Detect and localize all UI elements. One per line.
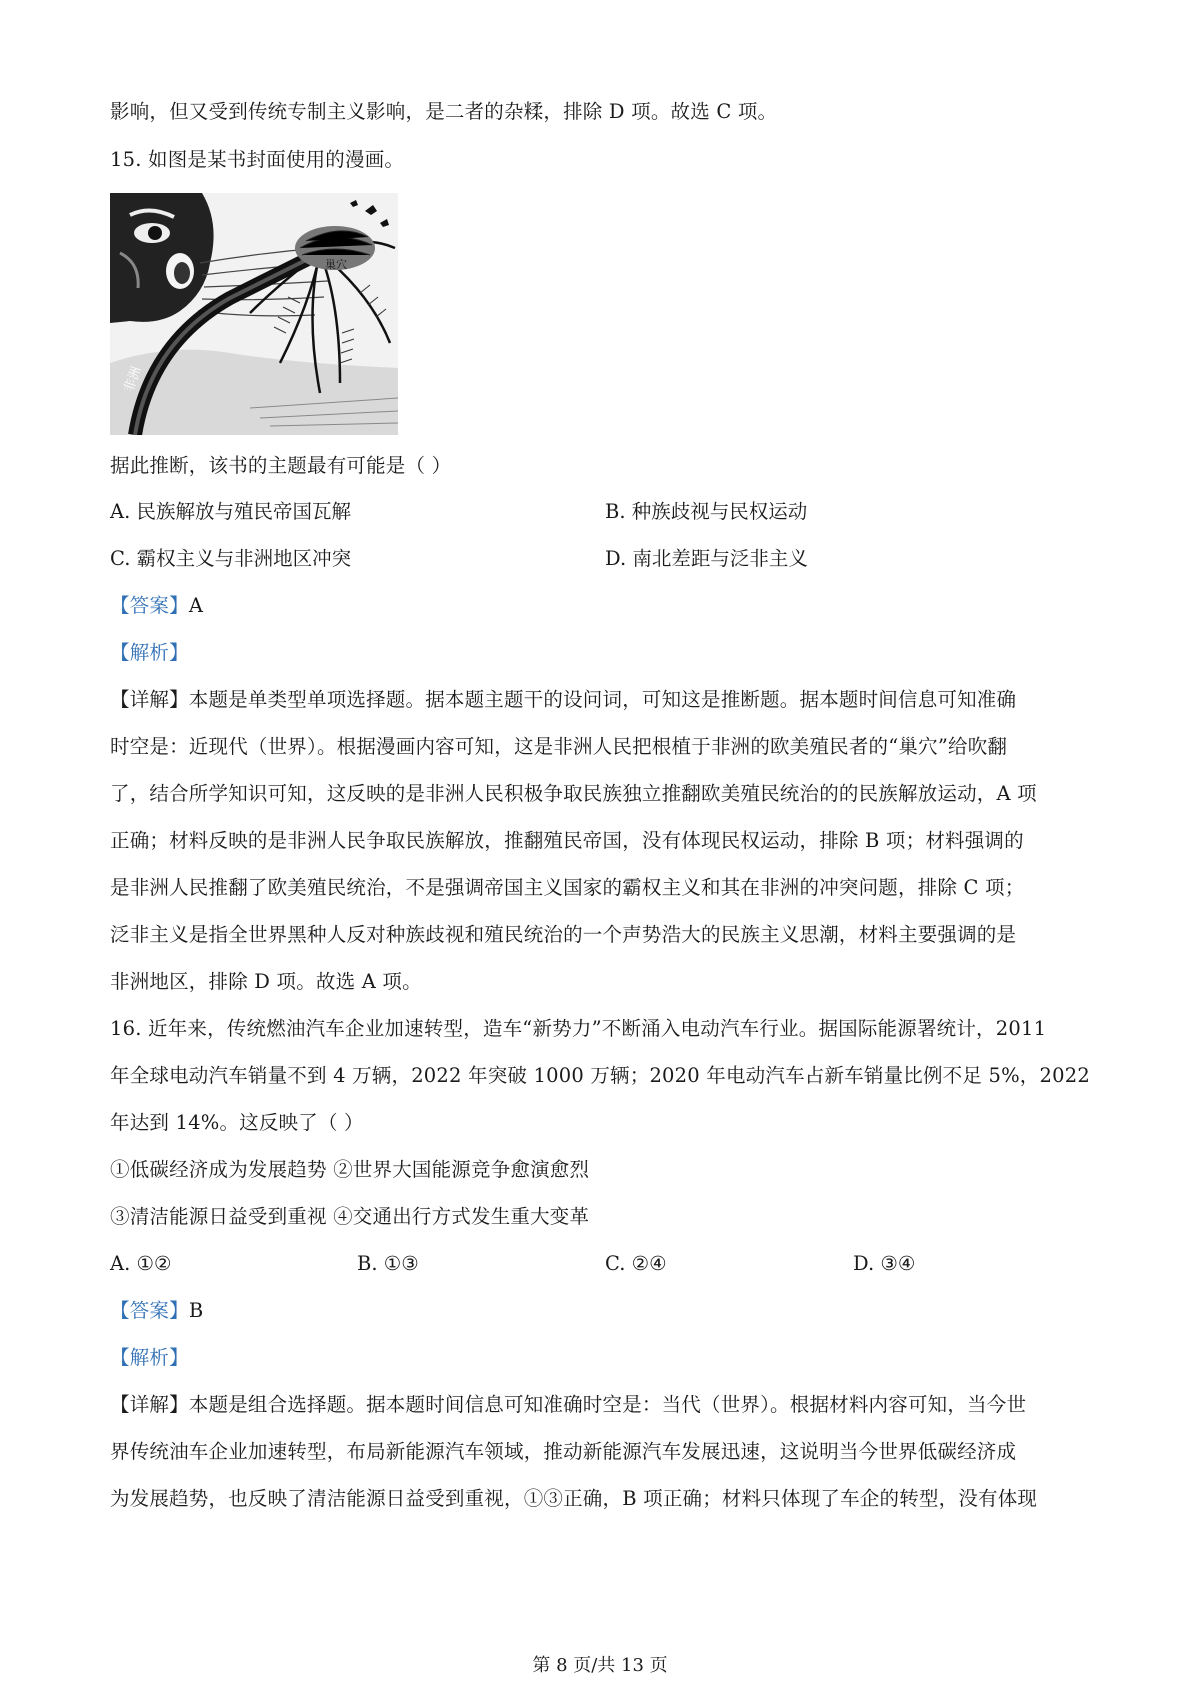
q15-detail-line: 时空是：近现代（世界）。根据漫画内容可知，这是非洲人民把根植于非洲的欧美殖民者的“巢穴”给吹翻 [110,735,1008,758]
q15-stem: 15. 如图是某书封面使用的漫画。 [110,148,405,171]
q16-option-d: D. ③④ [853,1252,916,1275]
answer-tag: 【答案】 [110,594,189,617]
carryover-line: 影响，但又受到传统专制主义影响，是二者的杂糅，排除 D 项。故选 C 项。 [110,100,778,123]
answer-tag: 【答案】 [110,1299,189,1322]
q15-option-b: B. 种族歧视与民权运动 [605,500,808,523]
q16-option-c: C. ②④ [605,1252,667,1275]
q16-option-a: A. ①② [110,1252,172,1275]
q15-detail-line: 非洲地区，排除 D 项。故选 A 项。 [110,970,422,993]
q16-detail-line: 【详解】本题是组合选择题。据本题时间信息可知准确时空是：当代（世界）。根据材料内容可知，当今世 [110,1393,1027,1416]
q15-detail-line: 正确；材料反映的是非洲人民争取民族解放，推翻殖民帝国，没有体现民权运动，排除 B 项；材料强调的 [110,829,1024,852]
q15-analysis-tag: 【解析】 [110,641,189,664]
q16-stem-line: 16. 近年来，传统燃油汽车企业加速转型，造车“新势力”不断涌入电动汽车行业。据国际能源署统计，2011 [110,1017,1047,1040]
q16-answer-value: B [188,1299,204,1322]
q16-analysis-tag: 【解析】 [110,1346,189,1369]
q15-answer-value: A [188,594,204,617]
q15-option-d: D. 南北差距与泛非主义 [605,547,808,570]
cartoon-trunk-label: 非洲 [121,364,145,395]
q15-detail-line: 泛非主义是指全世界黑种人反对种族歧视和殖民统治的一个声势浩大的民族主义思潮，材料主要强调的是 [110,923,1017,946]
q15-answer-line [110,592,1100,620]
q15-detail-line: 是非洲人民推翻了欧美殖民统治，不是强调帝国主义国家的霸权主义和其在非洲的冲突问题，排除 C 项； [110,876,1025,899]
q16-answer-line [110,1297,1100,1325]
q15-option-a: A. 民族解放与殖民帝国瓦解 [110,500,351,523]
q16-items-line: ③清洁能源日益受到重视 ④交通出行方式发生重大变革 [110,1205,590,1228]
q16-detail-line: 界传统油车企业加速转型，布局新能源汽车领域，推动新能源汽车发展迅速，这说明当今世界低碳经济成 [110,1440,1017,1463]
q16-stem-line: 年达到 14%。这反映了（ ） [110,1111,364,1134]
q15-prompt: 据此推断，该书的主题最有可能是（ ） [110,454,452,477]
cartoon-nest-label: 巢穴 [325,258,347,271]
page-footer: 第 8 页/共 13 页 [532,1655,668,1676]
q16-option-b: B. ①③ [357,1252,419,1275]
q15-detail-line: 了，结合所学知识可知，这反映的是非洲人民积极争取民族独立推翻欧美殖民统治的的民族解放运动，A 项 [110,782,1037,805]
q15-detail-line: 【详解】本题是单类型单项选择题。据本题主题干的设问词，可知这是推断题。据本题时间信息可知准确 [110,688,1017,711]
q16-detail-line: 为发展趋势，也反映了清洁能源日益受到重视，①③正确，B 项正确；材料只体现了车企的转型，没有体现 [110,1487,1038,1510]
q15-option-c: C. 霸权主义与非洲地区冲突 [110,547,352,570]
africa-cartoon-image [110,193,398,435]
q16-stem-line: 年全球电动汽车销量不到 4 万辆，2022 年突破 1000 万辆；2020 年电动汽车占新车销量比例不足 5%，2022 [110,1064,1090,1087]
q16-items-line: ①低碳经济成为发展趋势 ②世界大国能源竞争愈演愈烈 [110,1158,590,1181]
